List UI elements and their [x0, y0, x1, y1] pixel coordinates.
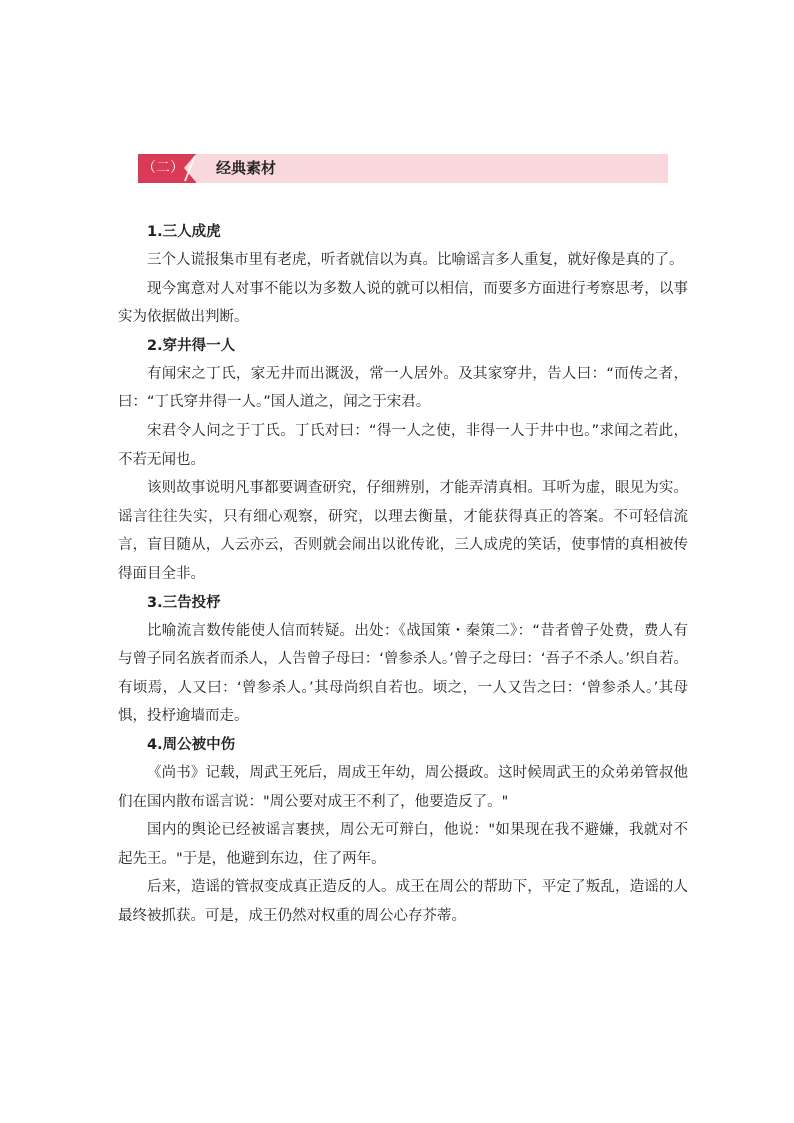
story-paragraph: 比喻流言数传能使人信而转疑。出处：《战国策・秦策二》：“昔者曾子处费，费人有与曾子同名族者而杀人，人告曾子母曰：‘曾参杀人。’曾子之母曰：‘吾子不杀人。’织自若。有顷焉，人又曰：‘曾参杀人。’其母尚织自若也。顷之，一人又告之曰：‘曾参杀人。’其母惧，投杼逾墙而走。 [118, 622, 688, 725]
story-block-1 [118, 218, 688, 332]
story-paragraph: 现今寓意对人对事不能以为多数人说的就可以相信，而要多方面进行考察思考，以事实为依据做出判断。 [118, 280, 688, 326]
story-block-4 [118, 731, 688, 931]
story-block-2 [118, 332, 688, 589]
story-block-3 [118, 589, 688, 731]
article-content [118, 218, 688, 930]
story-heading: 3.三告投杼 [147, 594, 221, 611]
story-paragraph: 三个人谎报集市里有老虎，听者就信以为真。比喻谣言多人重复，就好像是真的了。 [147, 252, 684, 268]
story-heading: 2.穿井得一人 [147, 337, 236, 354]
story-heading: 4.周公被中伤 [147, 736, 236, 753]
story-paragraph: 有闻宋之丁氏，家无井而出溉汲，常一人居外。及其家穿井，告人曰：“而传之者，曰：“丁氏穿井得一人。”国人道之，闻之于宋君。 [118, 365, 688, 411]
story-paragraph: 后来，造谣的管叔变成真正造反的人。成王在周公的帮助下，平定了叛乱，造谣的人最终被抓获。可是，成王仍然对权重的周公心存芥蒂。 [118, 879, 688, 924]
story-paragraph: 《尚书》记载，周武王死后，周成王年幼，周公摄政。这时候周武王的众弟弟管叔他们在国内散布谣言说："周公要对成王不利了，他要造反了。" [118, 764, 688, 810]
story-paragraph: 该则故事说明凡事都要调查研究，仔细辨别，才能弄清真相。耳听为虚，眼见为实。谣言往往失实，只有细心观察，研究，以理去衡量，才能获得真正的答案。不可轻信流言，盲目随从，人云亦云，否则就会闹出以讹传讹，三人成虎的笑话，使事情的真相被传得面目全非。 [118, 480, 688, 582]
section-header-banner [138, 154, 668, 183]
story-paragraph: 宋君令人问之于丁氏。丁氏对曰：“得一人之使，非得一人于井中也。”求闻之若此，不若无闻也。 [118, 422, 688, 468]
story-heading: 1.三人成虎 [147, 224, 221, 240]
story-paragraph: 国内的舆论已经被谣言裹挟，周公无可辩白，他说："如果现在我不避嫌，我就对不起先王。"于是，他避到东边，住了两年。 [118, 822, 688, 867]
section-number-tag: （二） [138, 154, 196, 183]
section-title: 经典素材 [216, 159, 277, 177]
